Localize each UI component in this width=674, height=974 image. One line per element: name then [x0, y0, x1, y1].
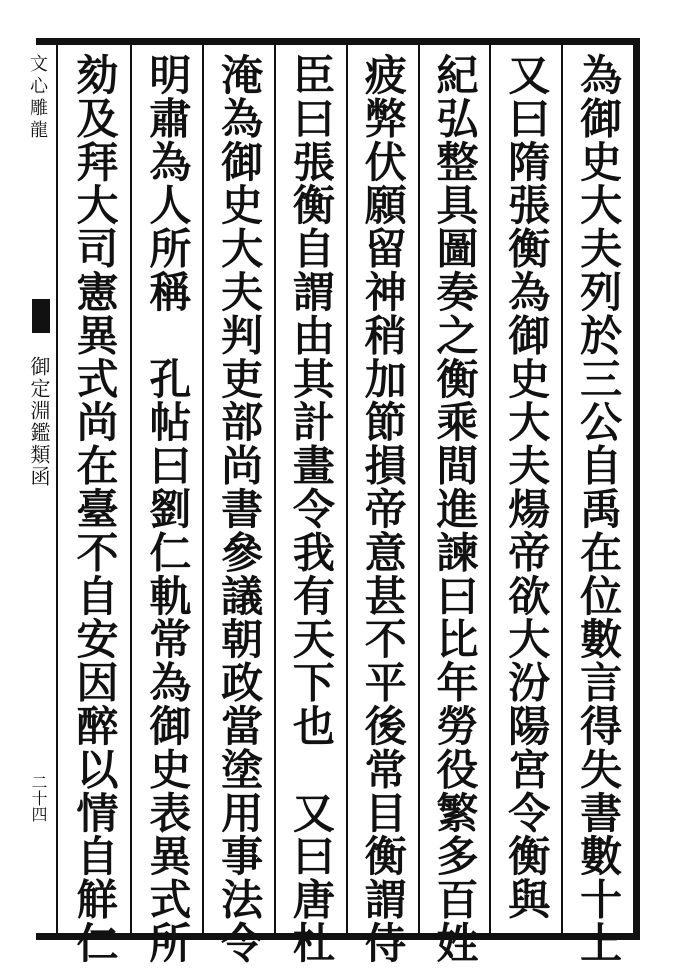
column-text: 疲弊伏願留神稍加節損帝意甚不平後常目衡謂侍: [358, 53, 408, 965]
text-column-4: [346, 45, 418, 965]
text-column-2: [489, 45, 561, 933]
column-text: 又曰隋張衡為御史大夫煬帝欲大汾陽宮令衡與: [502, 53, 552, 921]
book-title: 御定淵鑑類函: [27, 356, 51, 488]
text-column-5: [274, 45, 346, 965]
column-text: 明肅為人所稱 孔帖曰劉仁軌常為御史表異式所: [143, 53, 193, 965]
text-columns: [58, 45, 633, 965]
text-column-3: [418, 45, 490, 965]
column-text: 淹為御史大夫判吏部尚書參議朝政當塗用事法令: [215, 53, 265, 965]
column-text: 臣曰張衡自謂由其計畫令我有天下也 又曰唐杜: [286, 53, 336, 965]
column-text: 紀弘整具圖奏之衡乘間進諫曰比年勞役繁多百姓: [430, 53, 480, 965]
column-text: 劾及拜大司憲異式尚在臺不自安因醉以情自觧仁: [70, 53, 120, 965]
margin-header: 文心雕龍: [27, 54, 48, 142]
text-column-7: [130, 45, 202, 965]
page-number: 二十四: [29, 774, 48, 822]
column-text: 為御史大夫列於三公自禹在位數言得失書數十上: [574, 53, 624, 965]
text-column-6: [202, 45, 274, 965]
margin-strip: [18, 44, 58, 934]
text-column-8: [59, 45, 131, 965]
fish-tail-mark-icon: [32, 299, 50, 333]
text-column-1: [561, 45, 633, 965]
